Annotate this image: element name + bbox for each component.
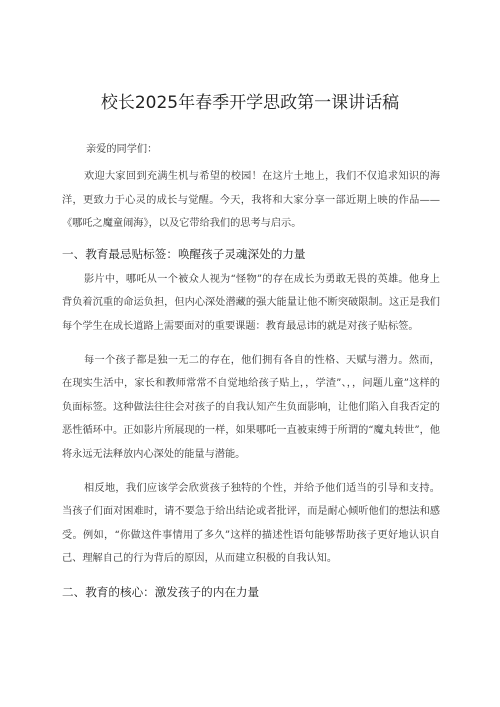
- section-heading-2: 二、教育的核心：激发孩子的内在力量: [62, 584, 260, 599]
- paragraph: 每一个孩子都是独一无二的存在，他们拥有各自的性格、天赋与潜力。然而，在现实生活中，家长和教师常常不自觉地给孩子贴上，，学渣”、，，问题儿童”这样的负面标签。这种做法往往会对孩子的自我认知产生负面影响，让他们陷入自我否定的恶性循环中。正如影片所展现的一样，如果哪吒一直被束缚于所谓的“魔丸转世”，他将永远无法释放内心深处的能量与潜能。: [62, 354, 440, 460]
- salutation: 亲爱的同学们：: [86, 144, 158, 155]
- page-title: 校长2025年春季开学思政第一课讲话稿: [100, 93, 400, 113]
- section-heading-1: 一、教育最忌贴标签：唤醒孩子灵魂深处的力量: [62, 246, 306, 261]
- intro-paragraph: 欢迎大家回到充满生机与希望的校园！在这片土地上，我们不仅追求知识的海洋，更致力于心灵的成长与觉醒。今天，我将和大家分享一部近期上映的作品——《哪吒之魔童闹海》，以及它带给我们的思考与启示。: [62, 171, 440, 230]
- document-body: [62, 141, 440, 606]
- paragraph: 相反地，我们应该学会欣赏孩子独特的个性，并给予他们适当的引导和支持。当孩子们面对困难时，请不要急于给出结论或者批评，而是耐心倾听他们的想法和感受。例如，“你做这件事情用了多久”这样的描述性语句能够帮助孩子更好地认识自己、理解自己的行为背后的原因，从而建立积极的自我认知。: [62, 482, 440, 565]
- paragraph: 影片中，哪吒从一个被众人视为“怪物”的存在成长为勇敢无畏的英雄。他身上背负着沉重的命运负担，但内心深处潜藏的强大能量让他不断突破限制。这正是我们每个学生在成长道路上需要面对的重要课题：教育最忌讳的就是对孩子贴标签。: [62, 273, 440, 332]
